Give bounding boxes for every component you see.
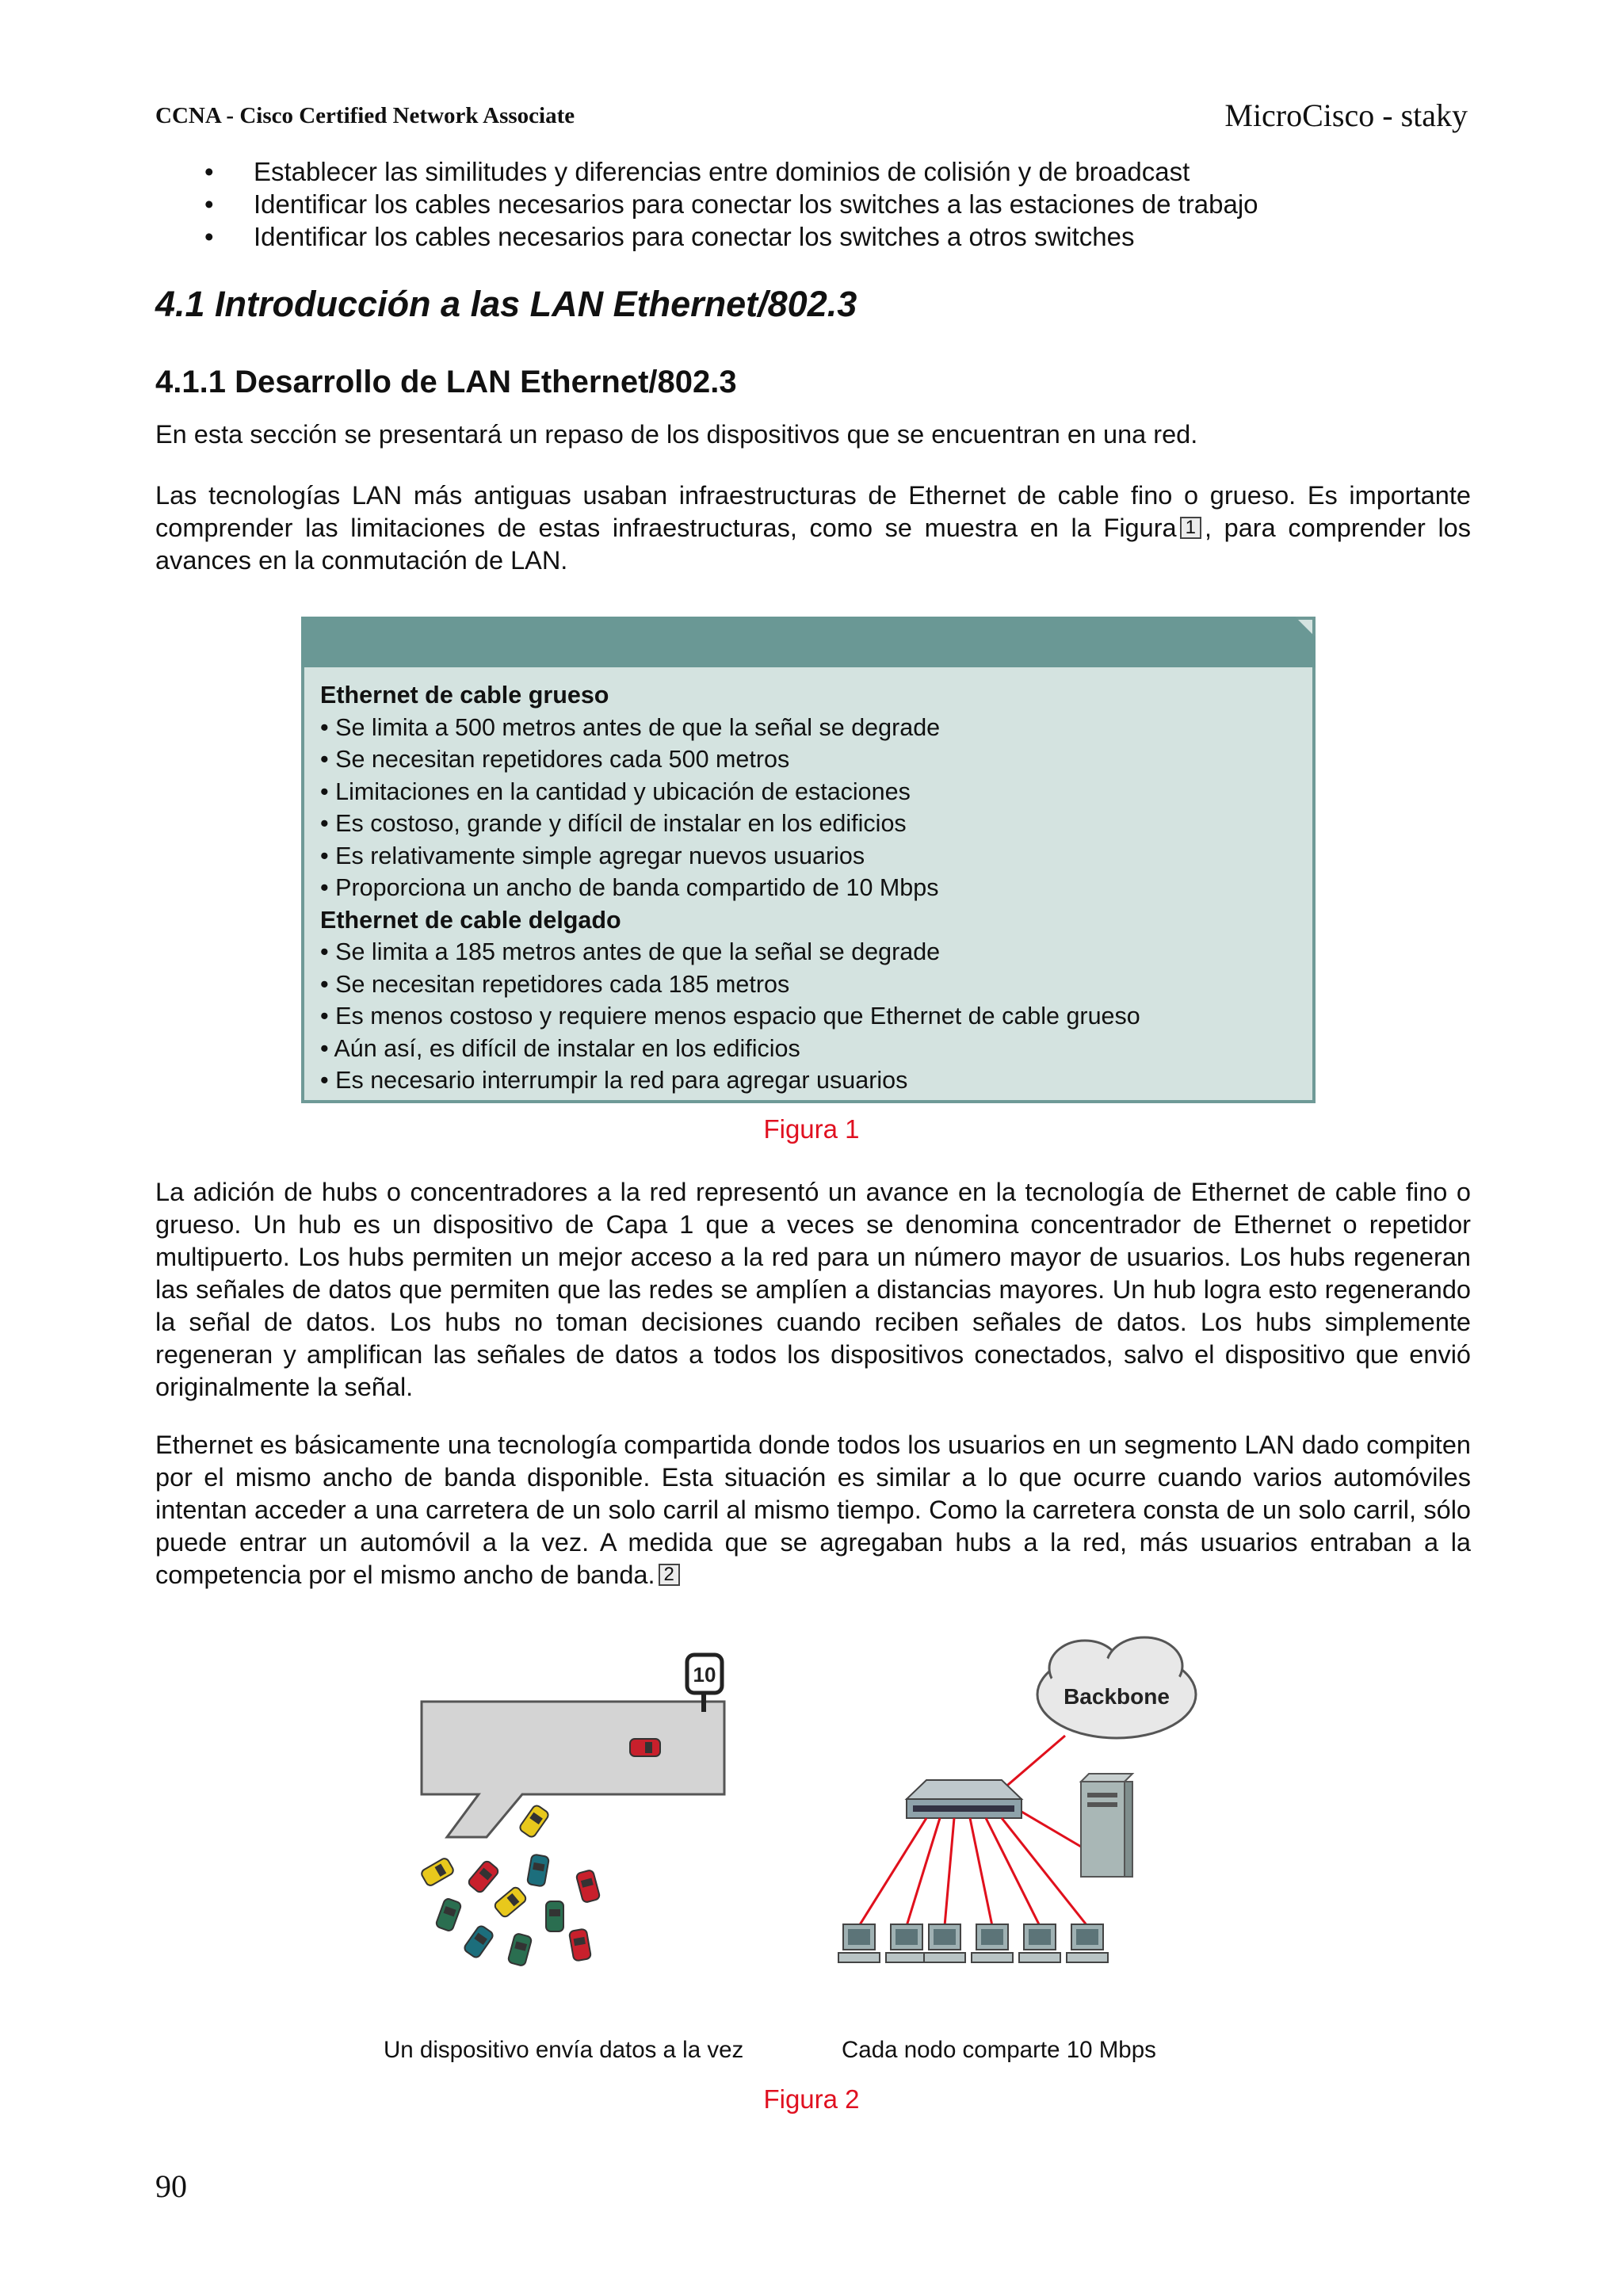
figure-1-panel — [301, 617, 1316, 1103]
list-item: • Identificar los cables necesarios para conectar los switches a otros switches — [155, 220, 1487, 253]
car-icon — [435, 1897, 462, 1931]
page-number: 90 — [155, 2168, 187, 2204]
paragraph-text: Las tecnologías LAN más antiguas usaban infraestructuras de Ethernet de cable fino o grueso. Es importante comprender las limitaciones de estas infraestructuras, como se muestra en la Figura — [155, 481, 1471, 542]
car-icon — [507, 1933, 532, 1966]
list-item: • Es relativamente simple agregar nuevos usuarios — [320, 842, 865, 869]
figure-2-left-caption: Un dispositivo envía datos a la vez — [384, 2037, 744, 2063]
list-item: • Es menos costoso y requiere menos espacio que Ethernet de cable grueso — [320, 1003, 1140, 1030]
figure-1-link[interactable]: 1 — [1180, 517, 1201, 539]
lan-technologies-paragraph — [155, 479, 1471, 577]
list-item: • Limitaciones en la cantidad y ubicación de estaciones — [320, 777, 911, 805]
list-item: • Se limita a 185 metros antes de que la señal se degrade — [320, 938, 941, 965]
list-item: • Aún así, es difícil de instalar en los edificios — [320, 1034, 800, 1062]
thin-ethernet-title: Ethernet de cable delgado — [320, 906, 621, 934]
car-icon — [546, 1901, 563, 1931]
header-title: CCNA - Cisco Certified Network Associate — [155, 103, 575, 128]
paragraph-text: Ethernet es básicamente una tecnología compartida donde todos los usuarios en un segmento LAN dado compiten por el mismo ancho de banda disponible. Esta situación es similar a lo que ocurre cuando varios automóviles intentan acceder a una carretera de un solo carril al mismo tiempo. Como la carretera consta de un solo carril, sólo puede entrar un automóvil a la vez. A medida que se agregaban hubs a la red, más usuarios entraban a la competencia por el mismo ancho de banda. — [155, 1431, 1471, 1589]
intro-paragraph: En esta sección se presentará un repaso de los dispositivos que se encuentran en una red. — [155, 420, 1198, 449]
list-item: • Se necesitan repetidores cada 500 metros — [320, 746, 790, 773]
list-item: • Se necesitan repetidores cada 185 metros — [320, 970, 790, 998]
figure-2-drawing — [384, 1625, 1239, 2069]
car-icon — [575, 1870, 600, 1903]
shared-ethernet-paragraph — [155, 1429, 1471, 1591]
hub-links — [859, 1818, 1087, 1926]
objectives-list — [155, 155, 1487, 253]
figure-2-illustration — [384, 1625, 1239, 2069]
list-item: • Establecer las similitudes y diferencias entre dominios de colisión y de broadcast — [155, 155, 1487, 188]
paragraph-text: , para comprender los avances en la conmutación de LAN. — [155, 514, 1471, 575]
subsection-title: 4.1.1 Desarrollo de LAN Ethernet/802.3 — [155, 365, 737, 399]
computer-icon — [886, 1924, 927, 1962]
computer-icon — [838, 1924, 880, 1962]
single-lane-road — [422, 1702, 724, 1837]
header-author: MicroCisco - staky — [1224, 97, 1468, 133]
figure-2-right-caption: Cada nodo comparte 10 Mbps — [842, 2037, 1156, 2063]
car-icon — [493, 1885, 527, 1918]
computer-icon — [924, 1924, 965, 1962]
car-icon — [463, 1924, 495, 1959]
link-line — [1014, 1807, 1081, 1847]
car-icon — [518, 1804, 550, 1839]
list-item: • Es costoso, grande y difícil de instalar en los edificios — [320, 810, 907, 837]
speed-sign-label: 10 — [693, 1663, 716, 1687]
car-icon — [527, 1854, 549, 1886]
car-icon — [420, 1857, 455, 1887]
workstations — [838, 1924, 1108, 1962]
figure-2-caption: Figura 2 — [763, 2084, 860, 2114]
backbone-label: Backbone — [1064, 1684, 1170, 1709]
list-item: • Se limita a 500 metros antes de que la señal se degrade — [320, 713, 941, 741]
list-item: • Identificar los cables necesarios para conectar los switches a las estaciones de trabajo — [155, 188, 1487, 220]
car-icon — [569, 1928, 591, 1961]
figure-2-link[interactable]: 2 — [659, 1564, 680, 1586]
car-icon — [630, 1739, 660, 1756]
figure-1-caption: Figura 1 — [763, 1114, 860, 1144]
computer-icon — [1019, 1924, 1060, 1962]
backbone-cloud — [1037, 1637, 1196, 1738]
hub-icon — [907, 1780, 1022, 1818]
server-icon — [1081, 1774, 1132, 1877]
computer-icon — [972, 1924, 1013, 1962]
car-icon — [467, 1859, 499, 1893]
list-item: • Proporciona un ancho de banda compartido de 10 Mbps — [320, 874, 939, 901]
figure-1-header-bar — [301, 617, 1316, 667]
computer-icon — [1067, 1924, 1108, 1962]
hubs-paragraph: La adición de hubs o concentradores a la red representó un avance en la tecnología de Ethernet de cable fino o grueso. Un hub es un dispositivo de Capa 1 que a veces se denomina concentrador de Ethernet o repetidor multipuerto. Los hubs permiten un mejor acceso a la red para un número mayor de usuarios. Los hubs regeneran las señales de datos que permiten que las redes se amplíen a distancias mayores. Un hub logra esto regenerando la señal de datos. Los hubs no toman decisiones cuando reciben señales de datos. Los hubs simplemente regeneran y amplifican las señales de datos a todos los dispositivos conectados, salvo el dispositivo que envió originalmente la señal. — [155, 1178, 1471, 1401]
thick-ethernet-title: Ethernet de cable grueso — [320, 682, 609, 709]
list-item: • Es necesario interrumpir la red para agregar usuarios — [320, 1067, 908, 1094]
section-title: 4.1 Introducción a las LAN Ethernet/802.3 — [155, 284, 857, 324]
figure-1-content — [320, 679, 1140, 1097]
